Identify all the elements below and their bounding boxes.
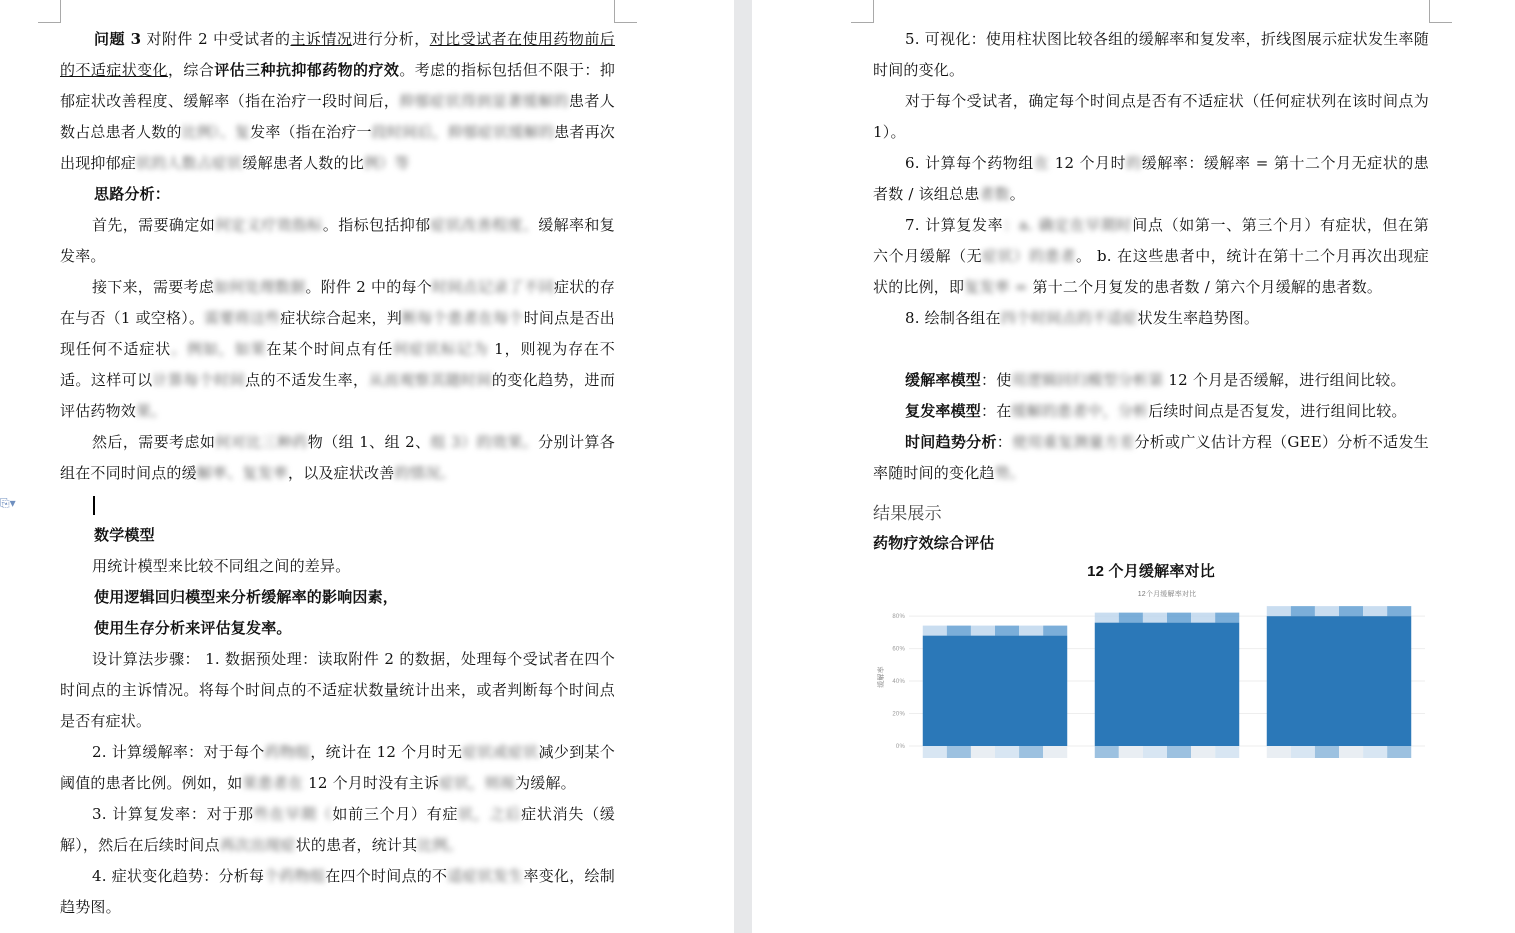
pixelated-data-label <box>1215 613 1239 623</box>
algorithm-step-5: 5. 可视化：使用柱状图比较各组的缓解率和复发率，折线图展示症状发生率随时间的变化。 <box>873 30 1429 79</box>
right-page <box>752 0 1515 933</box>
pixelated-data-label <box>1191 613 1215 623</box>
algorithm-step-1: 设计算法步骤： 1. 数据预处理：读取附件 2 的数据，处理每个受试者在四个时间点的主诉情况。将每个时间点的不适症状数量统计出来，或者判断每个时间点是否有症状。 <box>60 650 615 730</box>
pixelated-category-label <box>1191 746 1215 758</box>
remission-model-line: 缓解率模型：使用逻辑回归模型分析第 12 个月是否缓解，进行组间比较。 <box>905 371 1406 389</box>
left-page-text[interactable] <box>60 24 615 923</box>
pixelated-category-label <box>947 746 971 758</box>
crop-mark-top-right <box>614 0 637 23</box>
analysis-heading: 思路分析： <box>94 185 171 203</box>
pixelated-category-label <box>971 746 995 758</box>
pixelated-data-label <box>1339 606 1363 616</box>
pixelated-category-label <box>1387 746 1411 758</box>
crop-mark-top-left <box>38 0 61 23</box>
pixelated-data-label <box>923 626 947 636</box>
y-tick-label: 40% <box>892 679 905 686</box>
algorithm-step-6: 6. 计算每个药物组在 12 个月时的缓解率：缓解率 = 第十二个月无症状的患者数 / 该组总患者数。 <box>873 154 1429 203</box>
bar-组3 <box>1267 616 1411 746</box>
algorithm-step-3: 3. 计算复发率：对于那些在早期（如前三个月）有症状，之后症状消失（缓解），然后在后续时间点再次出现症状的患者，统计其比例。 <box>60 805 615 854</box>
y-tick-label: 20% <box>892 711 905 718</box>
pixelated-category-label <box>1315 746 1339 758</box>
question-3-paragraph: 问题 3 对附件 2 中受试者的主诉情况进行分析，对比受试者在使用药物前后的不适症状变化，综合评估三种抗抑郁药物的疗效。考虑的指标包括但不限于：抑郁症状改善程度、缓解率（指在治疗一段时间后，抑郁症状得到显著缓解的患者人数占总患者人数的比例）、复发率（指在治疗一段时间后，抑郁症状缓解的患者再次出现抑郁症状的人数占症状缓解患者人数的比例）等 <box>60 30 616 172</box>
y-tick-label: 60% <box>892 646 905 653</box>
algorithm-step-7: 7. 计算复发率：a. 确定在早期时间点（如第一、第三个月）有症状，但在第六个月缓解（无症状）的患者。 b. 在这些患者中，统计在第十二个月再次出现症状的比例，即复发率 = 第十二个月复发的患者数 / 第六个月缓解的患者数。 <box>873 216 1429 296</box>
text-cursor <box>93 496 95 515</box>
page-gutter <box>734 0 752 933</box>
y-tick-label: 0% <box>895 744 905 750</box>
pixelated-data-label <box>1167 613 1191 623</box>
pixelated-data-label <box>947 626 971 636</box>
algorithm-step-2: 2. 计算缓解率：对于每个药物组，统计在 12 个月时无症状或症状减少到某个阈值的患者比例。例如，如果患者在 12 个月时没有主诉症状，则视为缓解。 <box>60 743 615 792</box>
pixelated-data-label <box>1267 606 1291 616</box>
pixelated-category-label <box>1291 746 1315 758</box>
pixelated-category-label <box>1043 746 1067 758</box>
pixelated-data-label <box>971 626 995 636</box>
bar-组2 <box>1095 623 1239 746</box>
logit-line: 使用逻辑回归模型来分析缓解率的影响因素， <box>94 588 399 606</box>
pixelated-category-label <box>1119 746 1143 758</box>
analysis-paragraph-1: 首先，需要确定如何定义疗效指标。指标包括抑郁症状改善程度、缓解率和复发率。 <box>60 216 615 265</box>
pixelated-category-label <box>1215 746 1239 758</box>
algorithm-step-8: 8. 绘制各组在四个时间点的不适症状发生率趋势图。 <box>905 309 1260 327</box>
pixelated-data-label <box>1363 606 1387 616</box>
pixelated-category-label <box>1019 746 1043 758</box>
right-page-text[interactable] <box>873 24 1429 775</box>
chart-svg <box>873 584 1429 764</box>
model-description: 用统计模型来比较不同组之间的差异。 <box>92 557 351 575</box>
bar-组1 <box>923 636 1067 746</box>
left-page <box>0 0 734 933</box>
empty-line-with-caret[interactable] <box>60 489 615 520</box>
pixelated-category-label <box>1363 746 1387 758</box>
remission-chart <box>873 560 1429 775</box>
pixelated-data-label <box>1143 613 1167 623</box>
pixelated-category-label <box>1339 746 1363 758</box>
chart-inner-title: 12个月缓解率对比 <box>1137 591 1197 598</box>
pixelated-category-label <box>995 746 1019 758</box>
pixelated-data-label <box>1387 606 1411 616</box>
pixelated-data-label <box>995 626 1019 636</box>
pixelated-data-label <box>1019 626 1043 636</box>
survival-line: 使用生存分析来评估复发率。 <box>94 619 292 637</box>
model-heading: 数学模型 <box>94 526 155 544</box>
time-trend-line: 时间趋势分析：使用重复测量方差分析或广义估计方程（GEE）分析不适发生率随时间的变化趋势。 <box>873 433 1429 482</box>
algorithm-step-4: 4. 症状变化趋势：分析每个药物组在四个时间点的不适症状发生率变化，绘制趋势图。 <box>60 867 616 916</box>
chart-title: 12 个月缓解率对比 <box>1087 563 1215 580</box>
pixelated-category-label <box>1143 746 1167 758</box>
pixelated-data-label <box>1095 613 1119 623</box>
analysis-paragraph-2: 接下来，需要考虑如何处理数据。附件 2 中的每个时间点记录了不同症状的存在与否（1 或空格）。需要将这些症状综合起来，判断每个患者在每个时间点是否出现任何不适症状。例如，如果在某个时间点有任何症状标记为 1，则视为存在不适。这样可以计算每个时间点的不适发生率，从而观察其随时间的变化趋势，进而评估药物效果。 <box>60 278 616 420</box>
pixelated-data-label <box>1043 626 1067 636</box>
time-point-paragraph: 对于每个受试者，确定每个时间点是否有不适症状（任何症状列在该时间点为 1）。 <box>873 92 1429 141</box>
results-heading: 结果展示 <box>873 504 942 524</box>
y-tick-label: 80% <box>892 614 905 621</box>
analysis-paragraph-3: 然后，需要考虑如何对比三种药物（组 1、组 2、组 3）的效果。分别计算各组在不同时间点的缓解率、复发率，以及症状改善的情况。 <box>60 433 615 482</box>
y-axis-label: 缓解率 <box>878 666 885 688</box>
efficacy-heading: 药物疗效综合评估 <box>873 534 995 552</box>
pixelated-data-label <box>1119 613 1143 623</box>
blank-line <box>873 334 1429 365</box>
pixelated-data-label <box>1315 606 1339 616</box>
question-label: 问题 3 <box>94 30 142 48</box>
pixelated-category-label <box>1167 746 1191 758</box>
paragraph-menu-icon[interactable]: ⎘▾ <box>0 496 16 510</box>
crop-mark-top-right <box>1429 0 1452 23</box>
pixelated-category-label <box>1267 746 1291 758</box>
recurrence-model-line: 复发率模型：在缓解的患者中，分析后续时间点是否复发，进行组间比较。 <box>905 402 1407 420</box>
pixelated-category-label <box>923 746 947 758</box>
pixelated-data-label <box>1291 606 1315 616</box>
pixelated-category-label <box>1095 746 1119 758</box>
crop-mark-top-left <box>851 0 874 23</box>
